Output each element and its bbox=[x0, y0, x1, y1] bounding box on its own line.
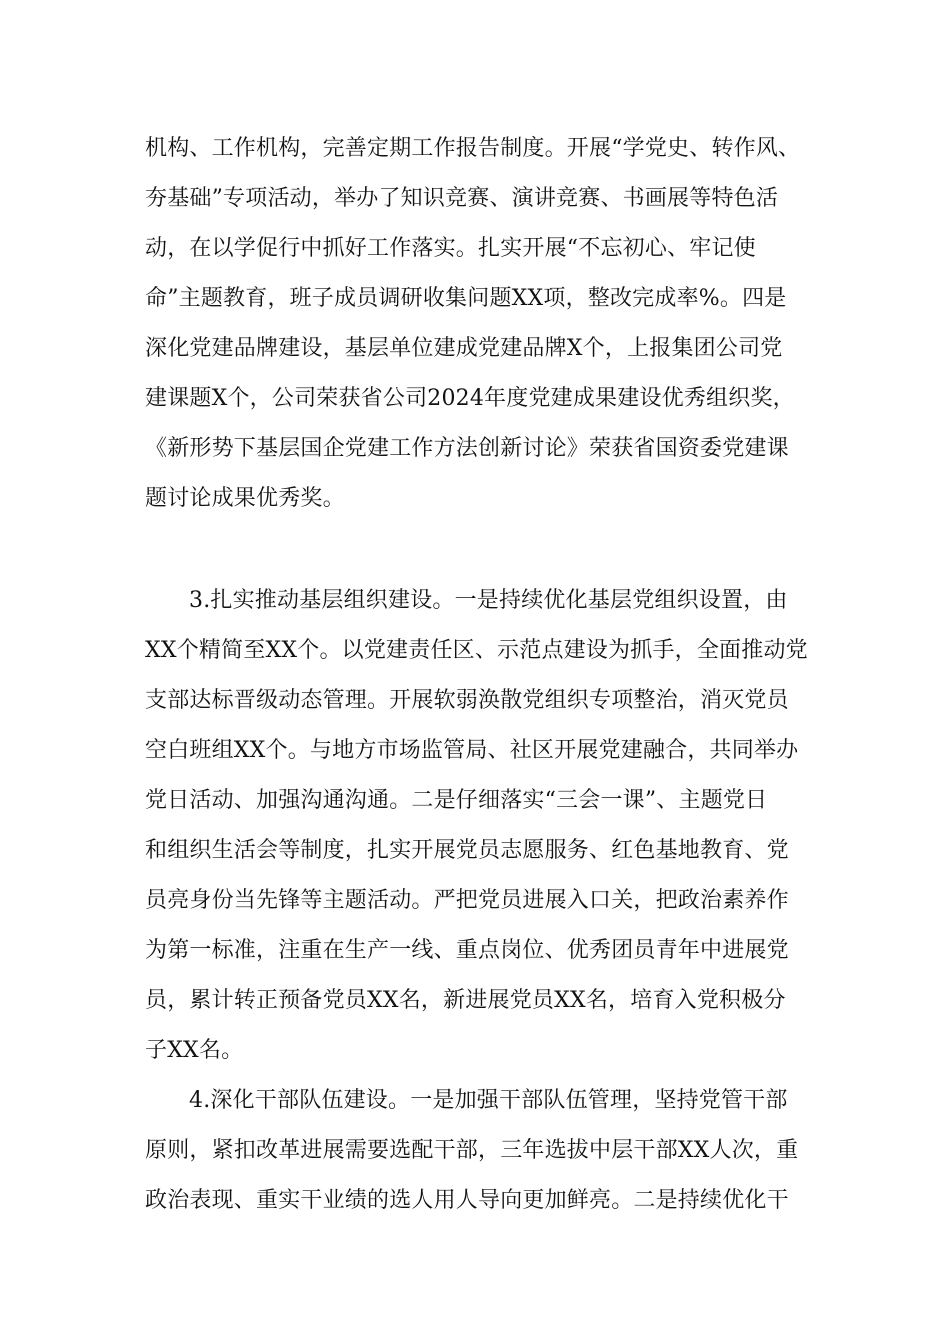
paragraph-1-line-6: 建课题X个，公司荣获省公司2024年度党建成果建设优秀组织奖， bbox=[145, 386, 795, 411]
paragraph-3-line-3: 政治表现、重实干业绩的选人用人导向更加鲜亮。二是持续优化干 bbox=[145, 1188, 789, 1213]
paragraph-1-line-5: 深化党建品牌建设，基层单位建成党建品牌X个，上报集团公司党 bbox=[145, 336, 783, 361]
paragraph-2-line-9: 员，累计转正预备党员XX名，新进展党员XX名，培育入党积极分 bbox=[145, 988, 786, 1013]
paragraph-2-line-1: 3.扎实推动基层组织建设。一是持续优化基层党组织设置，由 bbox=[189, 588, 788, 613]
paragraph-3-line-1: 4.深化干部队伍建设。一是加强干部队伍管理，坚持党管干部 bbox=[189, 1088, 788, 1113]
paragraph-1-line-8: 题讨论成果优秀奖。 bbox=[145, 486, 345, 511]
paragraph-2-line-10: 子XX名。 bbox=[145, 1038, 244, 1063]
paragraph-1-line-7: 《新形势下基层国企党建工作方法创新讨论》荣获省国资委党建课 bbox=[145, 436, 789, 461]
paragraph-1-line-1: 机构、工作机构，完善定期工作报告制度。开展“学党史、转作风、 bbox=[145, 136, 801, 161]
paragraph-1-line-3: 动，在以学促行中抓好工作落实。扎实开展“不忘初心、牢记使 bbox=[145, 236, 756, 261]
paragraph-2-line-3: 支部达标晋级动态管理。开展软弱涣散党组织专项整治，消灭党员 bbox=[145, 688, 789, 713]
paragraph-2-line-5: 党日活动、加强沟通沟通。二是仔细落实“三会一课”、主题党日 bbox=[145, 788, 768, 813]
paragraph-3-line-2: 原则，紧扣改革进展需要选配干部，三年选拔中层干部XX人次，重 bbox=[145, 1138, 799, 1163]
paragraph-2-line-8: 为第一标准，注重在生产一线、重点岗位、优秀团员青年中进展党 bbox=[145, 938, 789, 963]
paragraph-1-line-2: 夯基础”专项活动，举办了知识竞赛、演讲竞赛、书画展等特色活 bbox=[145, 186, 779, 211]
paragraph-2-line-7: 员亮身份当先锋等主题活动。严把党员进展入口关，把政治素养作 bbox=[145, 888, 789, 913]
paragraph-2-line-6: 和组织生活会等制度，扎实开展党员志愿服务、红色基地教育、党 bbox=[145, 838, 789, 863]
paragraph-1-line-4: 命”主题教育，班子成员调研收集问题XX项，整改完成率%。四是 bbox=[145, 286, 787, 311]
paragraph-2-line-2: XX个精简至XX个。以党建责任区、示范点建设为抓手，全面推动党 bbox=[145, 638, 808, 663]
paragraph-2-line-4: 空白班组XX个。与地方市场监管局、社区开展党建融合，共同举办 bbox=[145, 738, 799, 763]
